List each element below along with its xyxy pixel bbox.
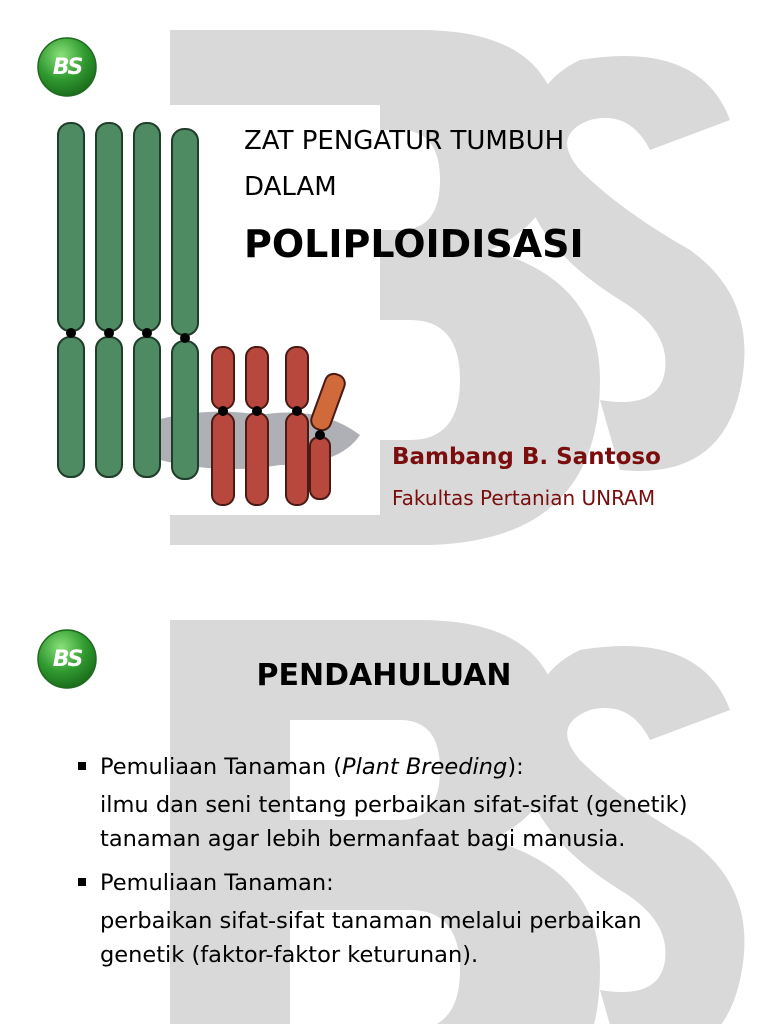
section-heading: PENDAHULUAN bbox=[256, 658, 512, 693]
logo-text: BS bbox=[52, 646, 82, 672]
chromosome-illustration bbox=[40, 105, 380, 515]
affiliation: Fakultas Pertanian UNRAM bbox=[392, 486, 656, 510]
list-item bbox=[78, 866, 718, 900]
bs-logo bbox=[36, 36, 98, 98]
bullet-description: ilmu dan seni tentang perbaikan sifat-sifat (genetik) tanaman agar lebih bermanfaat bagi manusia. bbox=[100, 792, 688, 852]
bullet-label-prefix: Pemuliaan Tanaman: bbox=[100, 870, 334, 896]
title-line-2: DALAM bbox=[244, 172, 337, 202]
author-name: Bambang B. Santoso bbox=[392, 444, 661, 470]
bullet-square-icon bbox=[78, 878, 86, 886]
list-item bbox=[78, 750, 718, 784]
bullet-label-prefix: Pemuliaan Tanaman ( bbox=[100, 754, 343, 780]
logo-text: BS bbox=[52, 54, 82, 80]
bullet-label-italic: Plant Breeding bbox=[342, 754, 508, 780]
slide-title: POLIPLOIDISASI bbox=[244, 222, 584, 266]
bullet-square-icon bbox=[78, 762, 86, 770]
bullet-description: perbaikan sifat-sifat tanaman melalui perbaikan genetik (faktor-faktor keturunan). bbox=[100, 908, 642, 968]
bullet-label-suffix: ): bbox=[507, 754, 524, 780]
title-line-1: ZAT PENGATUR TUMBUH bbox=[244, 126, 565, 156]
bullet-list bbox=[78, 750, 718, 982]
